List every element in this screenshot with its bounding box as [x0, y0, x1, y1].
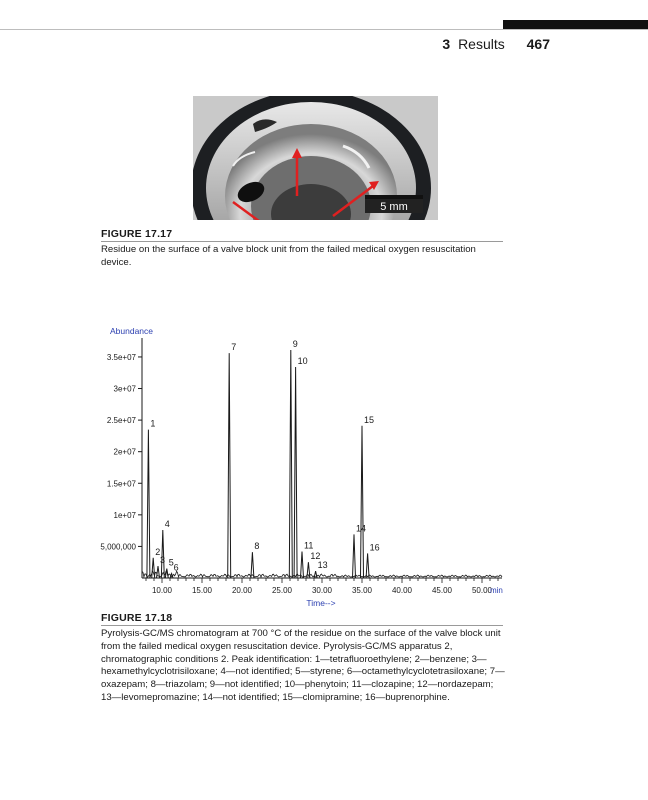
x-tick-label: 20.00 [231, 586, 253, 595]
valve-block-image [193, 96, 438, 220]
chromatogram-chart [98, 322, 508, 612]
figure-17-18-caption: Pyrolysis-GC/MS chromatogram at 700 °C of the residue on the surface of the valve block unit from the failed medical oxygen resuscitation device. Pyrolysis-GC/MS apparatus 2, chromatographic conditions 2. Peak identification: 1—tetrafluoroethylene; 2—benzene; 3—hexamethylcyclotrisiloxane; 4—not identified; 5—styrene; 6—octamethylcyclotetrasiloxane; 7—oxazepam; 8—triazolam; 9—not identified; 10—phenytoin; 11—clozapine; 12—nordazepam; 13—levomepromazine; 14—not identified; 15—clomipramine; 16—buprenorphine. [101, 628, 505, 703]
valve-block-photo [193, 96, 438, 220]
header-rule [0, 29, 648, 30]
y-tick-label: 5,000,000 [100, 542, 136, 552]
peak-label-5: 5 [168, 557, 174, 568]
peak-16 [366, 553, 369, 578]
peak-label-1: 1 [150, 418, 156, 429]
x-tick-label: 10.00 [151, 586, 173, 595]
figure-17-17-caption: Residue on the surface of a valve block unit from the failed medical oxygen resuscitation device. [101, 244, 476, 268]
peak-label-16: 16 [369, 542, 380, 553]
peak-2 [152, 558, 155, 578]
y-tick-label: 2.5e+07 [106, 416, 136, 426]
peak-label-11: 11 [304, 540, 314, 551]
peak-4 [161, 530, 164, 578]
y-tick-label: 1e+07 [113, 510, 136, 520]
y-axis-label: Abundance [110, 326, 154, 336]
x-tick-label: 15.00 [191, 586, 213, 595]
chromatogram-svg [98, 322, 508, 612]
peak-label-13: 13 [317, 560, 328, 571]
peak-label-12: 12 [310, 551, 321, 562]
x-tick-label: 50.00 [471, 586, 493, 595]
peak-10 [294, 367, 297, 578]
x-tick-label: 30.00 [311, 586, 333, 595]
peak-9 [289, 350, 292, 578]
figure-17-18-label: FIGURE 17.18 [101, 612, 173, 624]
chapter-number: 3 [442, 36, 451, 52]
baseline-trace [142, 571, 502, 577]
scale-bar-label: 5 mm [380, 201, 408, 213]
peak-5 [165, 569, 168, 578]
peak-11 [301, 551, 304, 578]
x-axis-label: Time--> [306, 598, 336, 608]
section-title: Results [458, 36, 505, 52]
y-tick-label: 3e+07 [113, 384, 136, 394]
peak-8 [251, 552, 254, 578]
x-unit-label: min [489, 586, 503, 595]
x-tick-label: 25.00 [271, 586, 293, 595]
x-tick-label: 40.00 [391, 586, 413, 595]
peak-label-15: 15 [364, 414, 375, 425]
peak-label-14: 14 [356, 523, 367, 534]
peak-label-4: 4 [164, 519, 170, 529]
peak-14 [353, 534, 356, 578]
x-tick-label: 35.00 [351, 586, 373, 595]
peak-7 [228, 353, 231, 578]
y-tick-label: 3.5e+07 [106, 352, 136, 362]
peak-15 [361, 426, 364, 578]
figure-17-18-rule [101, 625, 503, 626]
peak-1 [147, 430, 150, 578]
peak-label-2: 2 [155, 546, 161, 557]
peak-label-10: 10 [297, 356, 308, 367]
x-tick-label: 45.00 [431, 586, 453, 595]
peak-label-9: 9 [292, 339, 298, 349]
peak-label-6: 6 [173, 562, 179, 573]
page-number: 467 [526, 36, 550, 52]
peak-label-8: 8 [254, 541, 260, 552]
running-head [442, 36, 550, 52]
peak-label-3: 3 [160, 555, 166, 565]
peak-label-7: 7 [231, 342, 237, 353]
y-tick-label: 1.5e+07 [106, 479, 136, 489]
figure-17-17-rule [101, 241, 503, 242]
figure-17-17-label: FIGURE 17.17 [101, 228, 173, 240]
y-tick-label: 2e+07 [113, 447, 136, 457]
